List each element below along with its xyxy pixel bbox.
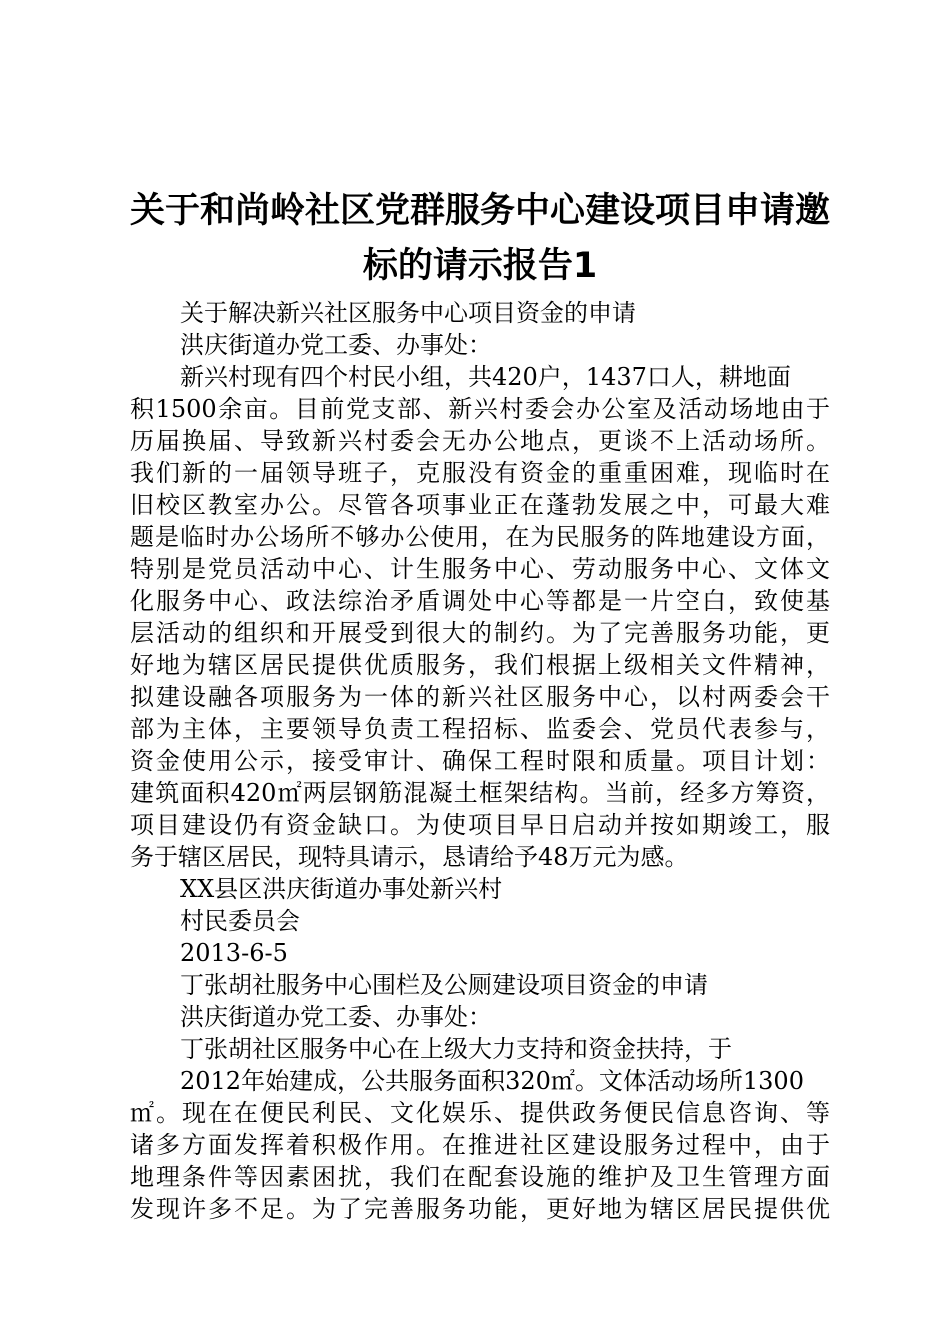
section-heading-2: 丁张胡社服务中心围栏及公厕建设项目资金的申请	[180, 971, 708, 999]
salutation-2: 洪庆街道办党工委、办事处：	[180, 1003, 492, 1031]
body-line: 地理条件等因素困扰，我们在配套设施的维护及卫生管理方面	[130, 1163, 830, 1191]
body-line: 建筑面积420㎡两层钢筋混凝土框架结构。当前，经多方筹资，	[130, 779, 830, 807]
body-line: 旧校区教室办公。尽管各项事业正在蓬勃发展之中，可最大难	[130, 491, 830, 519]
body-line: 资金使用公示，接受审计、确保工程时限和质量。项目计划：	[130, 747, 830, 775]
body-line: 历届换届、导致新兴村委会无办公地点，更谈不上活动场所。	[130, 427, 830, 455]
body-line: 务于辖区居民，现特具请示，恳请给予48万元为感。	[130, 843, 689, 871]
section-heading-1: 关于解决新兴社区服务中心项目资金的申请	[180, 299, 636, 327]
body-line: 部为主体，主要领导负责工程招标、监委会、党员代表参与，	[130, 715, 830, 743]
body-line: 题是临时办公场所不够办公使用，在为民服务的阵地建设方面，	[130, 523, 830, 551]
document-title-line-1: 关于和尚岭社区党群服务中心建设项目申请邀	[129, 191, 830, 231]
body-line: 丁张胡社区服务中心在上级大力支持和资金扶持，于	[180, 1035, 732, 1063]
body-line: 拟建设融各项服务为一体的新兴社区服务中心，以村两委会干	[130, 683, 830, 711]
body-line: 化服务中心、政法综治矛盾调处中心等都是一片空白，致使基	[130, 587, 830, 615]
signature-date: 2013-6-5	[180, 939, 288, 967]
document-title-line-2: 标的请示报告1	[362, 246, 598, 286]
body-line: 新兴村现有四个村民小组，共420户，1437口人，耕地面	[180, 363, 791, 391]
signature-committee: 村民委员会	[180, 907, 300, 935]
body-line: 积1500余亩。目前党支部、新兴村委会办公室及活动场地由于	[130, 395, 830, 423]
body-line: 项目建设仍有资金缺口。为使项目早日启动并按如期竣工，服	[130, 811, 830, 839]
body-line: 发现许多不足。为了完善服务功能，更好地为辖区居民提供优	[130, 1195, 830, 1223]
body-line: 层活动的组织和开展受到很大的制约。为了完善服务功能，更	[130, 619, 830, 647]
body-line: 2012年始建成，公共服务面积320㎡。文体活动场所1300	[180, 1067, 804, 1095]
body-line: 我们新的一届领导班子，克服没有资金的重重困难，现临时在	[130, 459, 830, 487]
body-line: ㎡。现在在便民利民、文化娱乐、提供政务便民信息咨询、等	[130, 1099, 830, 1127]
salutation-1: 洪庆街道办党工委、办事处：	[180, 331, 492, 359]
signature-organization: XX县区洪庆街道办事处新兴村	[180, 875, 503, 903]
body-line: 诸多方面发挥着积极作用。在推进社区建设服务过程中，由于	[130, 1131, 830, 1159]
body-line: 好地为辖区居民提供优质服务，我们根据上级相关文件精神，	[130, 651, 830, 679]
body-line: 特别是党员活动中心、计生服务中心、劳动服务中心、文体文	[130, 555, 830, 583]
